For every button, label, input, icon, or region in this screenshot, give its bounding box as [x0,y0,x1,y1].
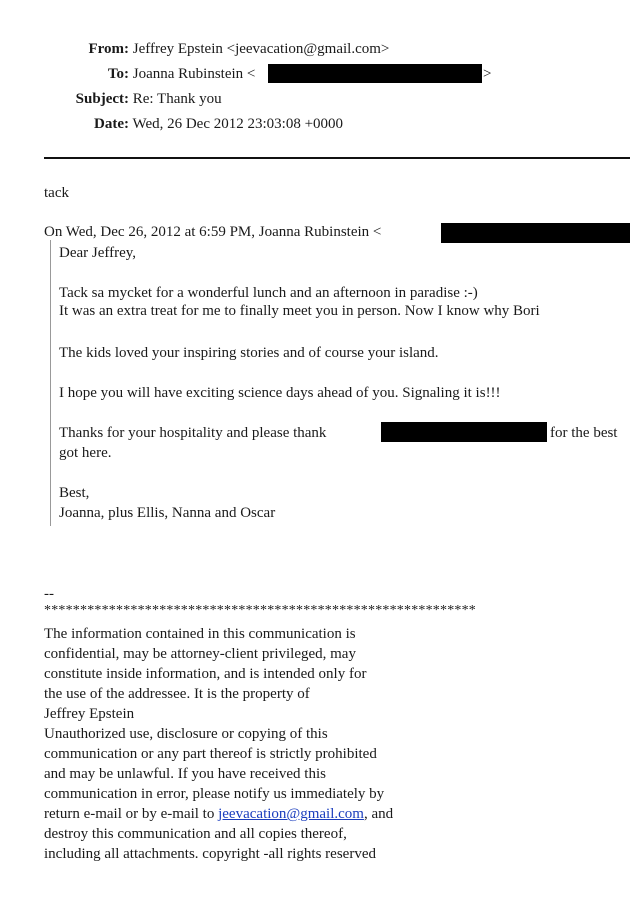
quote-p4-line1-suffix: for the best [550,425,618,441]
quote-p2: The kids loved your inspiring stories and of course your island. [59,345,439,361]
date-value: Wed, 26 Dec 2012 23:03:08 +0000 [132,116,344,132]
quote-p4-line1-prefix: Thanks for your hospitality and please thank [59,425,327,441]
signature-dashes: -- [44,586,54,602]
date-row [64,115,343,133]
to-label: To: [107,66,129,82]
return-suffix: , and [363,806,394,822]
disclaimer-line: communication in error, please notify us immediately by [44,786,385,802]
from-label: From: [88,41,129,57]
subject-label: Subject: [75,91,129,107]
disclaimer-line: the use of the addressee. It is the property of [44,686,310,702]
disclaimer-line: Unauthorized use, disclosure or copying of this [44,726,328,742]
star-divider: ************************************************************ [44,603,476,618]
quote-bar [50,240,51,526]
disclaimer-return-line [44,805,393,823]
to-value-suffix: > [483,66,492,82]
quote-email-redaction [441,223,630,243]
disclaimer-line: Jeffrey Epstein [44,706,135,722]
subject-value: Re: Thank you [132,91,222,107]
quote-p3: I hope you will have exciting science days ahead of you. Signaling it is!!! [59,385,501,401]
quote-p1-line2: It was an extra treat for me to finally meet you in person. Now I know why Bori [59,303,540,319]
disclaimer-line: and may be unlawful. If you have received this [44,766,326,782]
quote-signature: Joanna, plus Ellis, Nanna and Oscar [59,505,276,521]
disclaimer-destroy-line: destroy this communication and all copies thereof, [44,826,347,842]
disclaimer-line: confidential, may be attorney-client privileged, may [44,646,356,662]
email-link[interactable]: jeevacation@gmail.com [218,806,364,822]
disclaimer-last-line: including all attachments. copyright -all rights reserved [44,846,376,862]
to-row [64,65,255,83]
date-label: Date: [94,116,129,132]
subject-row [64,90,222,108]
to-value-prefix: Joanna Rubinstein < [132,66,256,82]
from-row [64,40,389,58]
disclaimer-line: The information contained in this communication is [44,626,356,642]
reply-text: tack [44,185,69,201]
to-email-redaction [268,64,482,83]
return-prefix: return e-mail or by e-mail to [44,806,219,822]
quote-greeting: Dear Jeffrey, [59,245,137,261]
quote-p1-line1: Tack sa mycket for a wonderful lunch and an afternoon in paradise :-) [59,285,478,301]
header-divider [44,157,630,159]
disclaimer-line: constitute inside information, and is intended only for [44,666,367,682]
name-redaction [381,422,547,442]
quote-intro: On Wed, Dec 26, 2012 at 6:59 PM, Joanna Rubinstein < [44,224,382,240]
quote-p4-line2: got here. [59,445,112,461]
quote-closing: Best, [59,485,90,501]
from-value: Jeffrey Epstein <jeevacation@gmail.com> [132,41,390,57]
disclaimer-line: communication or any part thereof is strictly prohibited [44,746,377,762]
